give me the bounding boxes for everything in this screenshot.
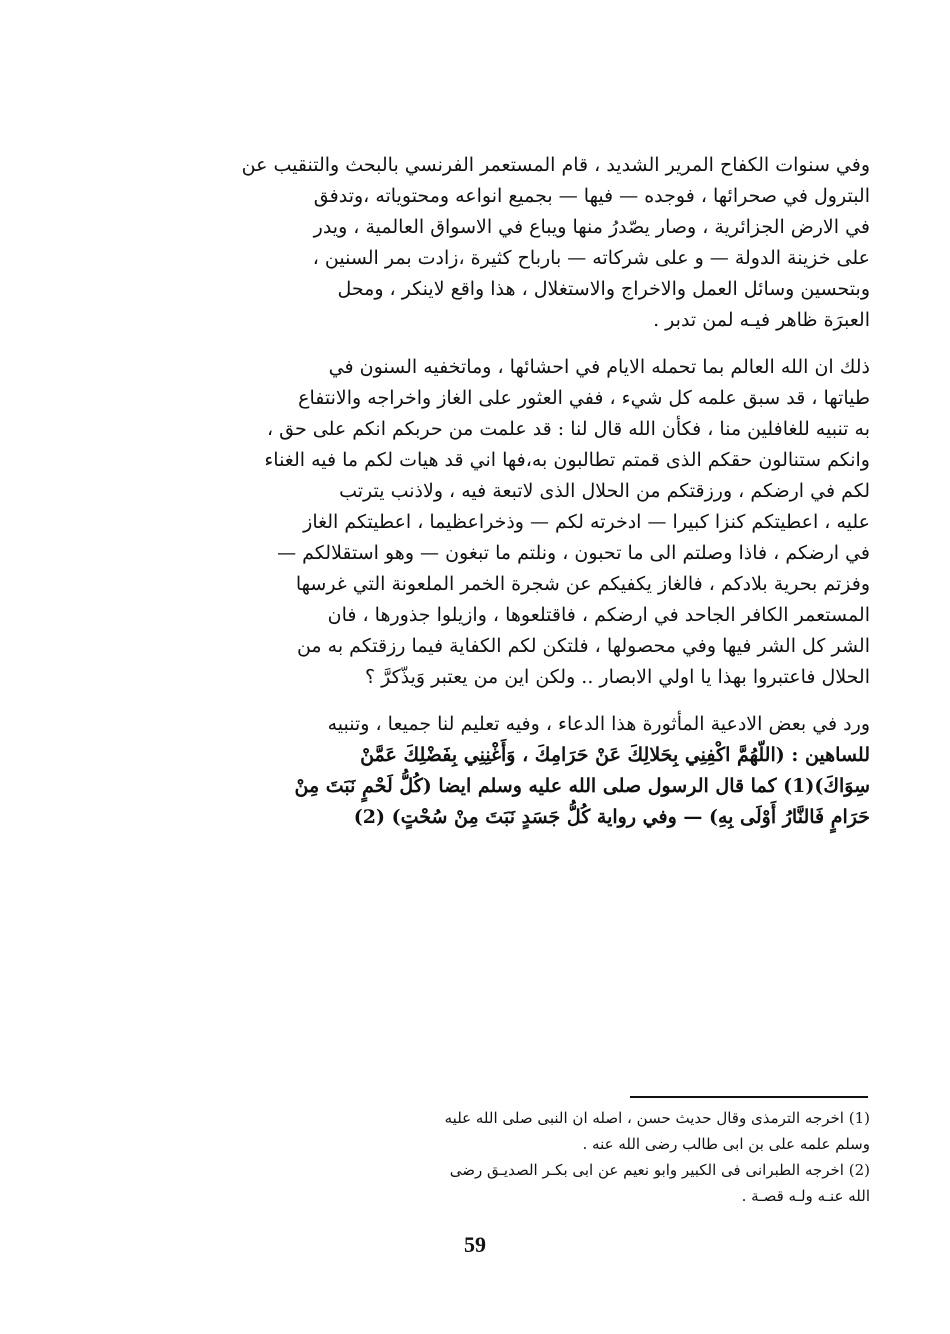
- footnote-2: [160, 1157, 870, 1209]
- footnotes: [160, 1105, 870, 1209]
- text-line: لكم في ارضكم ، ورزقتكم من الحلال الذى لاتبعة فيه ، ولاذنب يترتب: [339, 480, 870, 502]
- page-number: 59: [464, 1232, 486, 1257]
- text-line: به تنبيه للغافلين منا ، فكأن الله قال لنا : قد علمت من حربكم انكم على حق ،: [266, 418, 870, 440]
- paragraph-3: [160, 709, 870, 833]
- main-text: [160, 150, 870, 849]
- footnote-line: (1) اخرجه الترمذى وقال حديث حسن ، اصله ان النبى صلى الله عليه: [444, 1109, 870, 1127]
- text-line: ذلك ان الله العالم بما تحمله الايام في احشائها ، وماتخفيه السنون في: [328, 356, 870, 378]
- text-line: وانكم ستنالون حقكم الذى قمتم تطالبون به،فها اني قد هيات لكم ما فيه الغناء: [264, 449, 870, 471]
- text-line: البترول في صحرائها ، فوجده — فيها — بجميع انواعه ومحتوياته ،وتدفق: [313, 185, 870, 207]
- paragraph-2: [160, 352, 870, 693]
- text-line: في الارض الجزائرية ، وصار يصّدرُ منها ويباع في الاسواق العالمية ، ويدر: [313, 216, 870, 238]
- footnote-line: وسلم علمه على بن ابى طالب رضى الله عنه .: [582, 1135, 870, 1153]
- text-line: طياتها ، قد سبق علمه كل شيء ، ففي العثور على الغاز واخراجه والانتفاع: [298, 387, 870, 409]
- text-line: الشر كل الشر فيها وفي محصولها ، فلتكن لكم الكفاية فيما رزقتكم به من: [296, 635, 870, 657]
- text-line: على خزينة الدولة — و على شركاته — بارباح كثيرة ،زادت بمر السنين ،: [312, 247, 870, 269]
- footnote-1: [160, 1105, 870, 1157]
- footnote-line: (2) اخرجه الطبرانى فى الكبير وابو نعيم عن ابى بكـر الصديـق رضى: [449, 1161, 870, 1179]
- footnote-divider: [630, 1096, 868, 1098]
- text-line: في ارضكم ، فاذا وصلتم الى ما تحبون ، ونلتم ما تبغون — وهو استقلالكم —: [277, 542, 870, 564]
- hadith-line: سِوَاكَ)(1) كما قال الرسول صلى الله عليه وسلم ايضا (كُلُّ لَحْمٍ نَبَتَ مِنْ: [294, 775, 870, 797]
- paragraph-1: [160, 150, 870, 336]
- text-line: وفزتم بحرية بلادكم ، فالغاز يكفيكم عن شجرة الخمر الملعونة التي غرسها: [295, 573, 870, 595]
- text-line: وفي سنوات الكفاح المرير الشديد ، قام المستعمر الفرنسي بالبحث والتنقيب عن: [241, 154, 870, 176]
- footnote-line: الله عنـه ولـه قصـة .: [741, 1187, 870, 1205]
- text-line: الحلال فاعتبروا بهذا يا اولي الابصار .. ولكن اين من يعتبر وَيذّكرَّ ؟: [365, 666, 870, 688]
- hadith-line: للساهين : (اللّهُمَّ اكْفِنِي بِحَلالِكَ عَنْ حَرَامِكَ ، وَأَغْنِنِي بِفَضْلِكَ عَمَّنْ: [360, 744, 870, 766]
- text-line: ورد في بعض الادعية المأثورة هذا الدعاء ، وفيه تعليم لنا جميعا ، وتنبيه: [327, 713, 870, 735]
- text-line: العبرَة ظاهر فيـه لمن تدبر .: [653, 309, 870, 331]
- text-line: عليه ، اعطيتكم كنزا كبيرا — ادخرته لكم — وذخراعظيما ، اعطيتكم الغاز: [303, 511, 870, 533]
- hadith-line: حَرَامٍ فَالنَّارُ أَوْلَى بِهِ) — وفي رواية كُلُّ جَسَدٍ نَبَتَ مِنْ سُحْتٍ) (2): [353, 806, 870, 828]
- text-line: وبتحسين وسائل العمل والاخراج والاستغلال ، هذا واقع لاينكر ، ومحل: [337, 278, 870, 300]
- text-line: المستعمر الكافر الجاحد في ارضكم ، فاقتلعوها ، وازيلوا جذورها ، فان: [327, 604, 870, 626]
